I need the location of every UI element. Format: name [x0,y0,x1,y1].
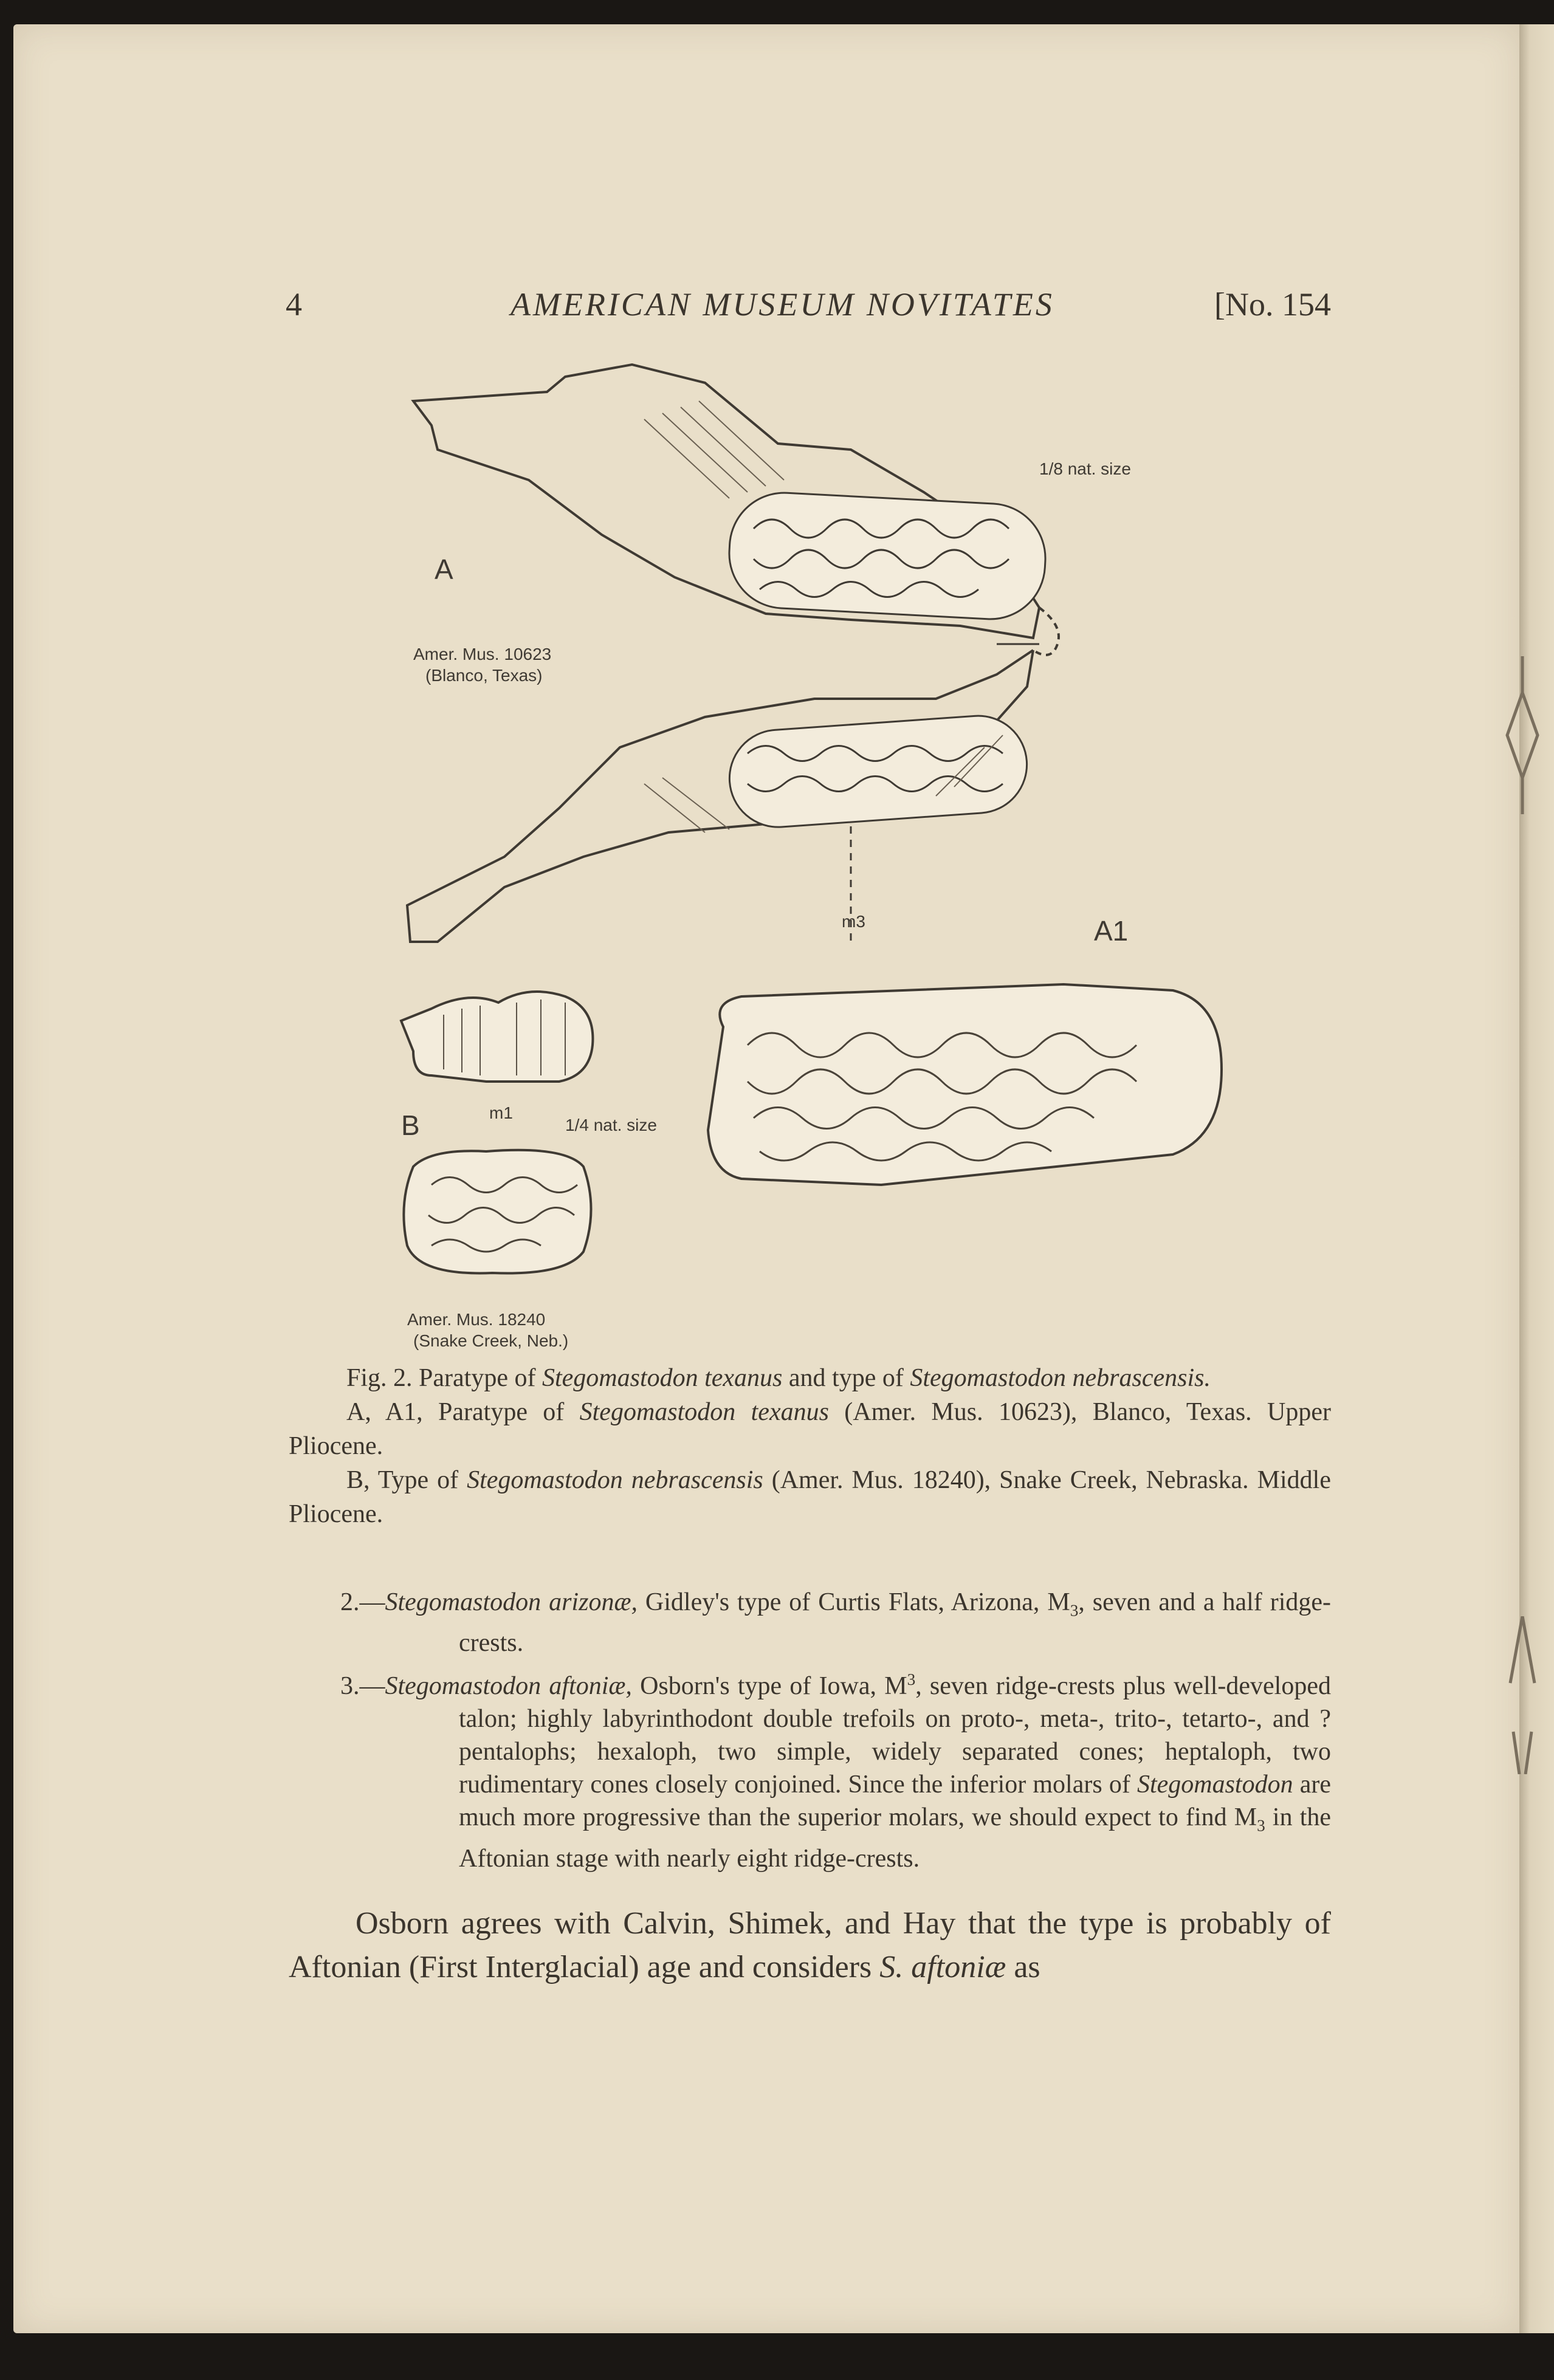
specimen-b-locality: (Snake Creek, Neb.) [413,1331,569,1350]
scale-b: 1/4 nat. size [565,1116,657,1134]
scale-a: 1/8 nat. size [1039,459,1131,478]
lower-molar-row [726,713,1030,831]
page-number: 4 [286,286,302,323]
label-a1: A1 [1094,915,1129,947]
caption-part-a: A, A1, Paratype of Stegomastodon texanus (Amer. Mus. 10623), Blanco, Texas. Upper Pliocene. [289,1398,1331,1460]
body-paragraph: Osborn agrees with Calvin, Shimek, and Hay that the type is probably of Aftonian (First Interglacial) age and considers S. aftoniæ as [289,1906,1331,1984]
binding-edge [1519,24,1554,2333]
issue-number: [No. 154 [1214,286,1331,323]
molar-b-lateral [395,984,602,1094]
specimen-b-number: Amer. Mus. 18240 [407,1310,546,1329]
upper-molar-row [726,490,1048,622]
figure-caption [289,1361,1331,1531]
binding-stitch-lower [1501,1616,1544,1774]
caption-part-b: B, Type of Stegomastodon nebrascensis (Amer. Mus. 18240), Snake Creek, Nebraska. Middle Pliocene. [289,1466,1331,1528]
specimen-a-locality: (Blanco, Texas) [425,666,543,685]
tooth-label-m3: m3 [842,912,865,931]
caption-title: Fig. 2. Paratype of Stegomastodon texanus and type of Stegomastodon nebrascensis. [346,1364,1211,1392]
list-item: 2.—Stegomastodon arizonæ, Gidley's type of Curtis Flats, Arizona, $M_3$, seven and a half ridge-crests. [340,1588,1331,1658]
tooth-label-m1: m1 [489,1103,513,1122]
list-item: 3.—Stegomastodon aftoniæ, Osborn's type of Iowa, $M^3$, seven ridge-crests plus well-developed talon; highly labyrinthodont double trefoils on proto-, meta-, trito-, tetarto-, and ?pentalophs; hexaloph, two simple, widely separated cones; heptaloph, two rudimentary cones closely conjoined. Since the inferior molars of Stegomastodon are much more progressive than the superior molars, we should expect to find $M_3$ in the Aftonian stage with nearly eight ridge-crests. [340,1670,1332,1873]
running-header [286,286,1331,328]
figure-2 [389,358,1240,1367]
label-a: A [435,554,453,585]
molar-b-occlusal [395,1142,602,1282]
molar-a1-illustration [699,978,1234,1197]
binding-stitch-upper [1501,656,1544,814]
species-list [289,1586,1331,1879]
label-b: B [401,1109,420,1141]
journal-title: AMERICAN MUSEUM NOVITATES [511,286,1054,323]
specimen-a-number: Amer. Mus. 10623 [413,645,552,664]
